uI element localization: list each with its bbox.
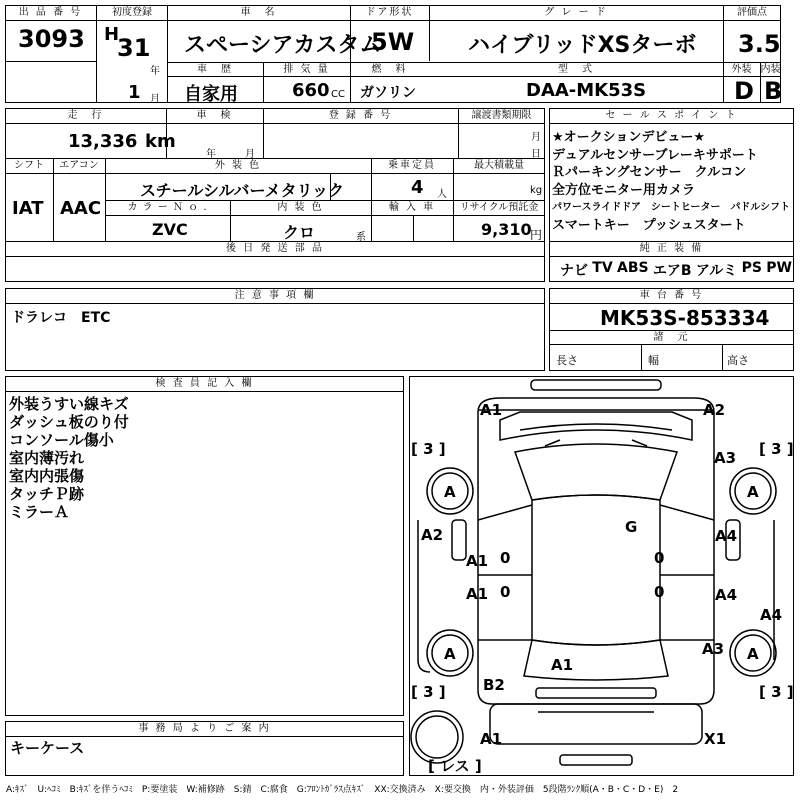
- damage-mark: A1: [466, 552, 489, 570]
- lot-no: 3093: [18, 25, 85, 53]
- damage-mark: A2: [421, 526, 444, 544]
- exterior-label: 外装: [731, 64, 752, 75]
- reg-year: 31: [117, 34, 151, 62]
- damage-mark: A1: [480, 401, 503, 419]
- transfer-label: 譲渡書類期限: [471, 110, 532, 121]
- chassis-label: 車 台 番 号: [639, 290, 704, 301]
- grade-label: グ レ ー ド: [544, 7, 608, 18]
- inspection-label: 車 検: [196, 110, 233, 121]
- equipment-item: ナビ: [560, 263, 588, 279]
- tire-mark: A: [444, 483, 456, 501]
- sales-point-item: デュアルセンサーブレーキサポート: [552, 147, 758, 163]
- transfer-day-unit: 日: [531, 149, 541, 160]
- inspector-note: タッチＰ跡: [9, 485, 85, 503]
- recycle: 9,310: [481, 220, 532, 239]
- inspector-note: 室内薄汚れ: [9, 449, 85, 467]
- legend: A:ｷｽﾞ U:ﾍｺﾐ B:ｷｽﾞを伴うﾍｺﾐ P:要塗装 W:補修跡 S:錆 C:腐食 G:ﾌﾛﾝﾄｶﾞﾗｽ点ｷｽﾞ XX:交換済み X:要交換 内・外装評価 5段階ﾗﾝｸ順(A・B・C・D・E) 2: [6, 785, 679, 795]
- load-label: 最大積載量: [474, 160, 524, 171]
- damage-mark: A1: [466, 585, 489, 603]
- spec-length: 長さ: [556, 354, 578, 367]
- capacity-unit: 人: [437, 189, 447, 200]
- model-label: 型 式: [558, 64, 594, 75]
- damage-mark: B2: [483, 676, 505, 694]
- ac: AAC: [60, 198, 102, 219]
- first-reg-label: 初度登録: [112, 7, 152, 18]
- history: 自家用: [184, 84, 238, 105]
- door-label: ドア形状: [365, 7, 414, 18]
- inspector-note: コンソール傷小: [9, 431, 114, 449]
- interior-color-unit: 系: [356, 232, 366, 243]
- zero-mark: 0: [500, 549, 511, 567]
- shift-label: シフト: [14, 160, 44, 171]
- inspector-note: ダッシュ板のり付: [9, 413, 129, 431]
- inspection-year-unit: 年: [206, 149, 216, 160]
- sales-point-item: パワースライドドア シートヒーター パドルシフト: [552, 202, 791, 213]
- interior-color-label: 内 装 色: [277, 202, 324, 213]
- era: H: [104, 24, 120, 45]
- recycle-unit: 円: [530, 228, 543, 242]
- zero-mark: 0: [500, 583, 511, 601]
- grade: ハイブリッドXSターボ: [468, 33, 697, 58]
- registration-label: 登 録 番 号: [328, 110, 393, 121]
- tire-mark: A: [747, 483, 759, 501]
- damage-mark: A3: [702, 640, 725, 658]
- history-label: 車 歴: [197, 64, 233, 75]
- color: スチールシルバーメタリック: [140, 181, 345, 200]
- sales-points-label: セ ー ル ス ポ イ ン ト: [605, 110, 738, 121]
- exterior-score: D: [734, 77, 754, 105]
- interior-label: 内装: [760, 64, 781, 75]
- inspector-note: 外装うすい線キズ: [9, 395, 129, 413]
- tread-depth: [ 3 ]: [411, 683, 446, 701]
- displacement-label: 排 気 量: [283, 64, 330, 75]
- equipment-item: PS: [741, 260, 762, 276]
- specs-label: 諸 元: [653, 332, 690, 343]
- mileage-unit: km: [145, 131, 176, 152]
- color-no-label: カ ラ ー Ｎ ｏ .: [127, 202, 208, 213]
- displacement: 660: [292, 80, 330, 101]
- shift: IAT: [12, 198, 44, 219]
- equipment-item: ABS: [616, 260, 649, 276]
- office-label: 事 務 局 よ り ご 案 内: [138, 723, 271, 734]
- color-no: ZVC: [152, 220, 188, 239]
- damage-mark: A1: [480, 730, 503, 748]
- zero-mark: 0: [654, 549, 665, 567]
- ac-label: エアコン: [59, 160, 99, 171]
- notes-text: ドラレコ ETC: [11, 310, 111, 326]
- damage-mark: A4: [760, 606, 783, 624]
- spec-height: 高さ: [727, 354, 749, 367]
- inspector-note: 室内内張傷: [9, 467, 85, 485]
- year-unit: 年: [150, 66, 160, 77]
- recycle-label: リサイクル預託金: [459, 202, 539, 213]
- damage-mark: A4: [715, 586, 738, 604]
- capacity-label: 乗車定員: [388, 160, 436, 171]
- tire-mark: A: [444, 645, 456, 663]
- month-unit: 月: [150, 94, 160, 105]
- score-label: 評価点: [737, 7, 767, 18]
- color-label: 外 装 色: [214, 160, 262, 171]
- capacity: 4: [411, 177, 424, 198]
- damage-mark: A3: [714, 449, 737, 467]
- import-label: 輸 入 車: [388, 202, 436, 213]
- load-unit: kg: [530, 185, 543, 196]
- damage-mark: A4: [715, 527, 738, 545]
- equipment-item: エアB: [652, 263, 692, 279]
- later-parts-label: 後 日 発 送 部 品: [226, 243, 324, 254]
- tire-mark: A: [747, 645, 759, 663]
- mileage: 13,336: [68, 131, 138, 152]
- spec-width: 幅: [648, 354, 659, 367]
- spare-tire-note: [ レス ]: [428, 757, 482, 775]
- score: 3.5: [738, 30, 781, 58]
- model: DAA-MK53S: [526, 80, 647, 101]
- interior-color: クロ: [283, 223, 316, 242]
- lot-no-label: 出 品 番 号: [18, 7, 83, 18]
- equipment-item: TV: [592, 260, 613, 276]
- sales-point-item: 全方位モニター用カメラ: [552, 182, 696, 198]
- equipment-item: PW: [766, 260, 792, 276]
- equipment-label: 純 正 装 備: [639, 243, 704, 254]
- sales-point-item: Ｒパーキングセンサー クルコン: [552, 165, 747, 180]
- damage-mark: G: [625, 518, 638, 536]
- damage-mark: X1: [704, 730, 727, 748]
- tread-depth: [ 3 ]: [411, 440, 446, 458]
- tread-depth: [ 3 ]: [759, 440, 794, 458]
- sales-point-item: スマートキー プッシュスタート: [552, 217, 746, 233]
- reg-month: 1: [128, 82, 141, 103]
- notes-label: 注 意 事 項 欄: [234, 290, 316, 301]
- inspector-note: ミラーＡ: [9, 503, 70, 521]
- damage-mark: A1: [551, 656, 574, 674]
- name-label: 車 名: [240, 7, 277, 18]
- damage-mark: A2: [703, 401, 726, 419]
- tread-depth: [ 3 ]: [759, 683, 794, 701]
- chassis-number: MK53S-853334: [600, 306, 770, 330]
- cc-unit: CC: [331, 89, 345, 100]
- fuel: ガソリン: [360, 85, 416, 101]
- interior-score: B: [764, 77, 783, 105]
- inspector-label: 検 査 員 記 入 欄: [155, 378, 254, 389]
- zero-mark: 0: [654, 583, 665, 601]
- car-name: スペーシアカスタム: [184, 33, 382, 58]
- door-type: 5W: [371, 28, 415, 56]
- office-text: キーケース: [10, 739, 85, 757]
- sales-point-item: ★オークションデビュー★: [552, 130, 706, 145]
- inspection-month-unit: 月: [245, 149, 255, 160]
- fuel-label: 燃 料: [371, 64, 408, 75]
- equipment-item: アルミ: [695, 263, 738, 279]
- mileage-label: 走 行: [67, 110, 104, 121]
- transfer-month-unit: 月: [531, 132, 541, 143]
